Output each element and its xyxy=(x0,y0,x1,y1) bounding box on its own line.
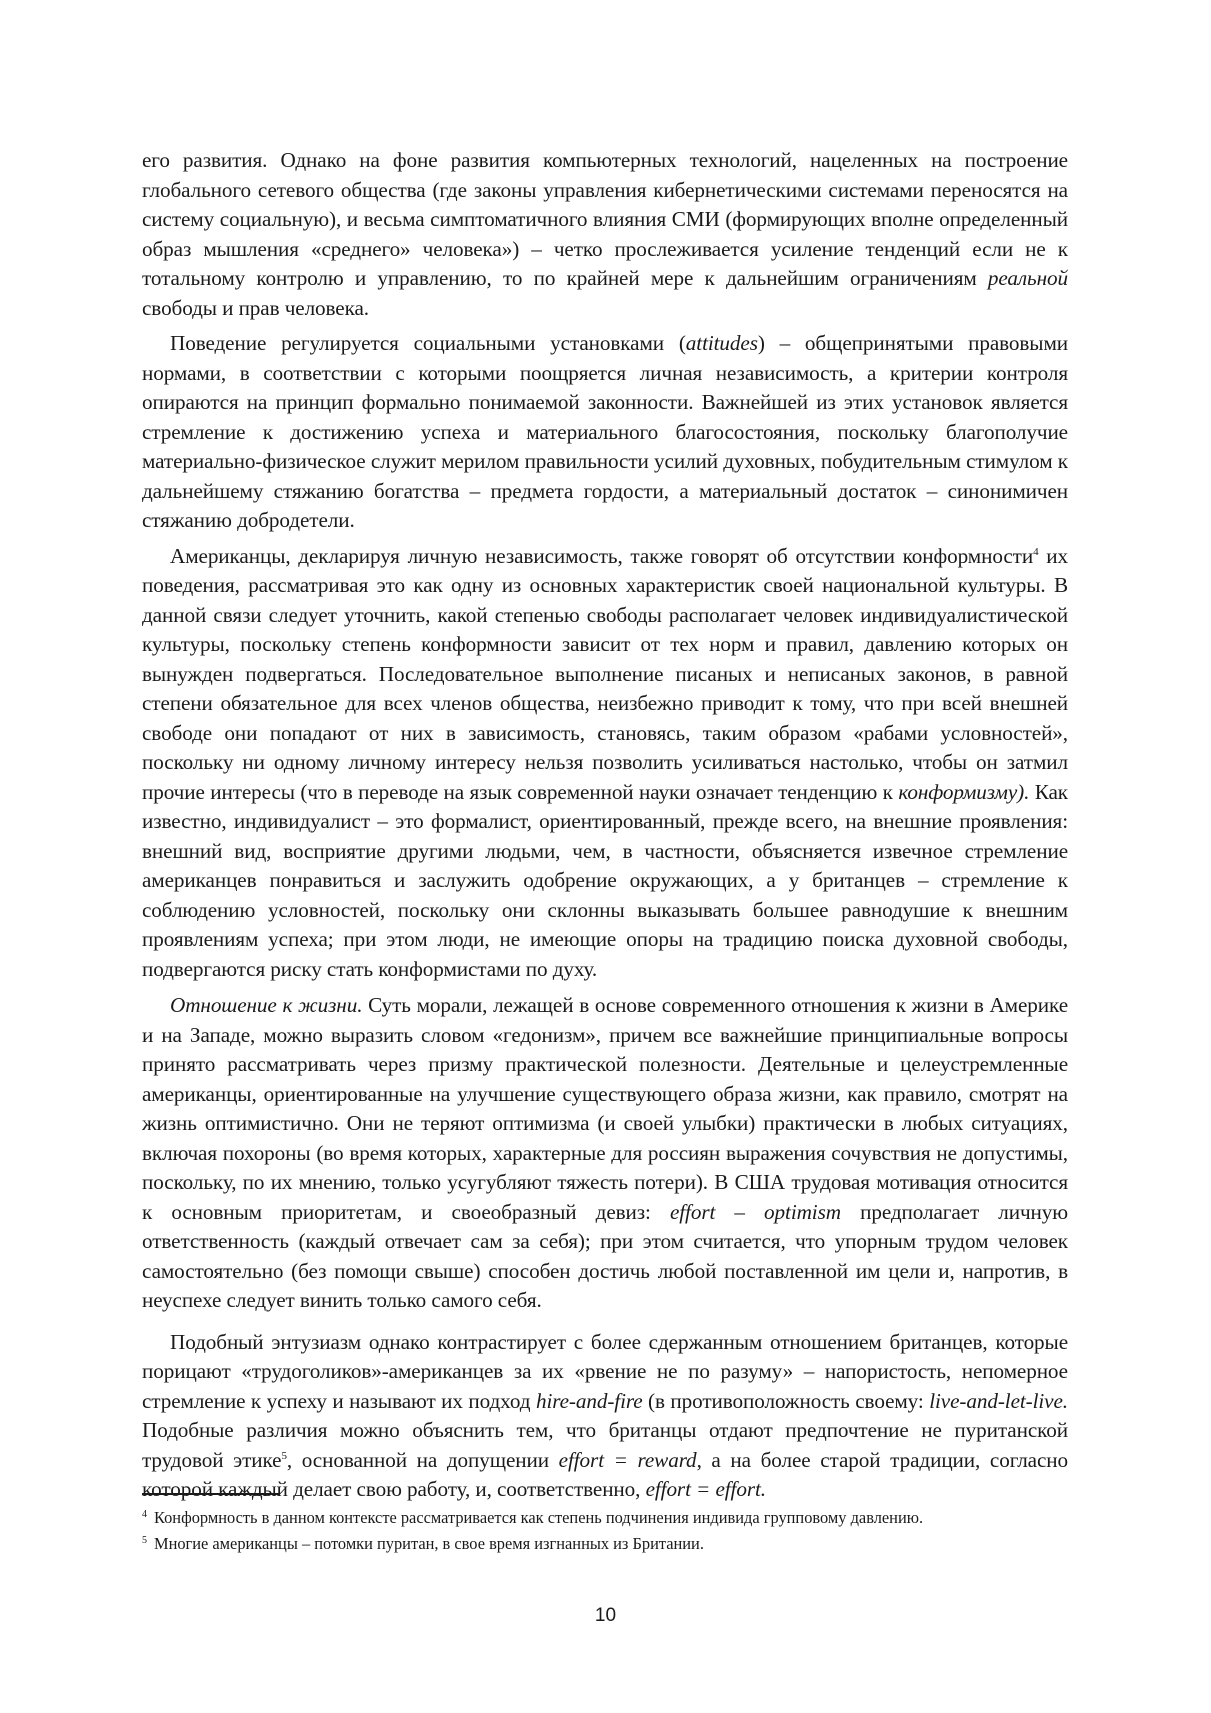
text-run: , а на более старой традиции, согласно которой каждый делает свою работу, и, соответственно, xyxy=(142,1447,1069,1501)
footnotes xyxy=(142,1493,1068,1557)
italic-term: effort = effort. xyxy=(645,1477,766,1501)
footnote-divider xyxy=(142,1493,279,1495)
footnote-5 xyxy=(142,1531,1068,1557)
footnote-ref-5[interactable]: 5 xyxy=(281,1449,287,1462)
text-run: предполагает личную ответственность (каждый отвечает сам за себя); при этом считается, что упорным трудом человек самостоятельно (без помощи свыше) способен достичь любой поставленной им цели и, напротив, в неуспехе следует винить только самого себя. xyxy=(142,1199,1068,1312)
italic-term: hire-and-fire xyxy=(535,1388,643,1413)
footnote-number: 5 xyxy=(142,1534,147,1546)
italic-term: реальной xyxy=(987,266,1068,290)
text-run: их поведения, рассматривая это как одну из основных характеристик своей национальной культуры. В данной связи следует уточнить, какой степенью свободы располагает человек индивидуалистической культуры, поскольку степень конформности зависит от тех норм и правил, давлению которых он вынужден подвергаться. Последовательное выполнение писаных и неписаных законов, в равной степени обязательное для всех членов общества, неизбежно приводит к тому, что при всей внешней свободе они попадают от них в зависимость, становясь, таким образом «рабами условностей», поскольку ни одному личному интересу нельзя позволить усиливаться настолько, чтобы он затмил прочие интересы (что в переводе на язык современной науки означает тенденцию к xyxy=(142,543,1068,804)
main-text xyxy=(142,146,1068,1505)
italic-term: конформизму). xyxy=(898,779,1030,804)
text-run: (в противоположность своему: xyxy=(642,1388,930,1413)
paragraph-continuation xyxy=(142,146,1068,323)
text-run: ) – общепринятыми правовыми нормами, в соответствии с которыми поощряется личная независимость, а критерии контроля опираются на принцип формально понимаемой законности. Важнейшей из этих установок является стремление к достижению успеха и материального благосостояния, поскольку благополучие материально-физическое служит мерилом правильности усилий духовных, побудительным стимулом к дальнейшему стяжанию богатства – предмета гордости, а материальный достаток – синонимичен стяжанию добродетели. xyxy=(142,331,1068,532)
footnote-ref-4[interactable]: 4 xyxy=(1033,545,1039,558)
italic-term: attitudes xyxy=(685,331,758,355)
text-run: Подобный энтузиазм однако контрастирует с более сдержанным отношением британцев, которые порицают «трудоголиков»-американцев за их «рвение не по разуму» – напористость, непомерное стремление к успеху и называют их подход xyxy=(142,1329,1068,1413)
paragraph-conformity xyxy=(142,542,1068,985)
italic-heading: Отношение к жизни. xyxy=(170,993,363,1017)
italic-term: live-and-let-live. xyxy=(929,1388,1068,1413)
text-run: Как известно, индивидуалист – это формалист, ориентированный, прежде всего, на внешние проявления: внешний вид, восприятие другими людьми, чем, в частности, объясняется извечное стремление американцев понравиться и заслужить одобрение окружающих, а у британцев – стремление к соблюдению условностей, поскольку они склонны выказывать большее равнодушие к внешним проявлениям успеха; при этом люди, не имеющие опоры на традицию поиска духовной свободы, подвергаются риску стать конформистами по духу. xyxy=(142,779,1068,981)
text-run: свободы и прав человека. xyxy=(142,295,369,320)
text-run: Подобные различия можно объяснить тем, что британцы отдают предпочтение не пуританской трудовой этике xyxy=(142,1418,1068,1472)
text-run: Американцы, декларируя личную независимость, также говорят об отсутствии конформности xyxy=(170,543,1034,568)
footnote-text: Многие американцы – потомки пуритан, в свое время изгнанных из Британии. xyxy=(154,1534,704,1553)
paragraph-enthusiasm xyxy=(142,1328,1068,1505)
footnote-text: Конформность в данном контексте рассматривается как степень подчинения индивида групповому давлению. xyxy=(154,1508,924,1527)
page-number: 10 xyxy=(594,1605,617,1626)
footnote-number: 4 xyxy=(142,1508,147,1520)
text-run: Суть морали, лежащей в основе современного отношения к жизни в Америке и на Западе, можно выразить словом «гедонизм», причем все важнейшие принципиальные вопросы принято рассматривать через призму практической полезности. Деятельные и целеустремленные американцы, ориентированные на улучшение существующего образа жизни, как правило, смотрят на жизнь оптимистично. Они не теряют оптимизма (и своей улыбки) практически в любых ситуациях, включая похороны (во время которых, характерные для россиян выражения сочувствия не допустимы, поскольку, по их мнению, только усугубляют тяжесть потери). В США трудовая мотивация относится к основным приоритетам, и своеобразный девиз: xyxy=(142,993,1069,1224)
paragraph-behaviour xyxy=(142,329,1068,536)
text-run: его развития. Однако на фоне развития компьютерных технологий, нацеленных на построение глобального сетевого общества (где законы управления кибернетическими системами переносятся на систему социальную), и весьма симптоматичного влияния СМИ (формирующих вполне определенный образ мышления «среднего» человека») – четко прослеживается усиление тенденций если не к тотальному контролю и управлению, то по крайней мере к дальнейшим ограничениям xyxy=(142,148,1068,290)
italic-term: effort – optimism xyxy=(669,1199,841,1224)
text-run: , основанной на допущении xyxy=(286,1447,559,1472)
footnote-4 xyxy=(142,1505,1068,1531)
text-run: Поведение регулируется социальными установками ( xyxy=(170,331,686,355)
paragraph-attitude-to-life xyxy=(142,991,1068,1316)
italic-term: effort = reward xyxy=(558,1447,697,1472)
